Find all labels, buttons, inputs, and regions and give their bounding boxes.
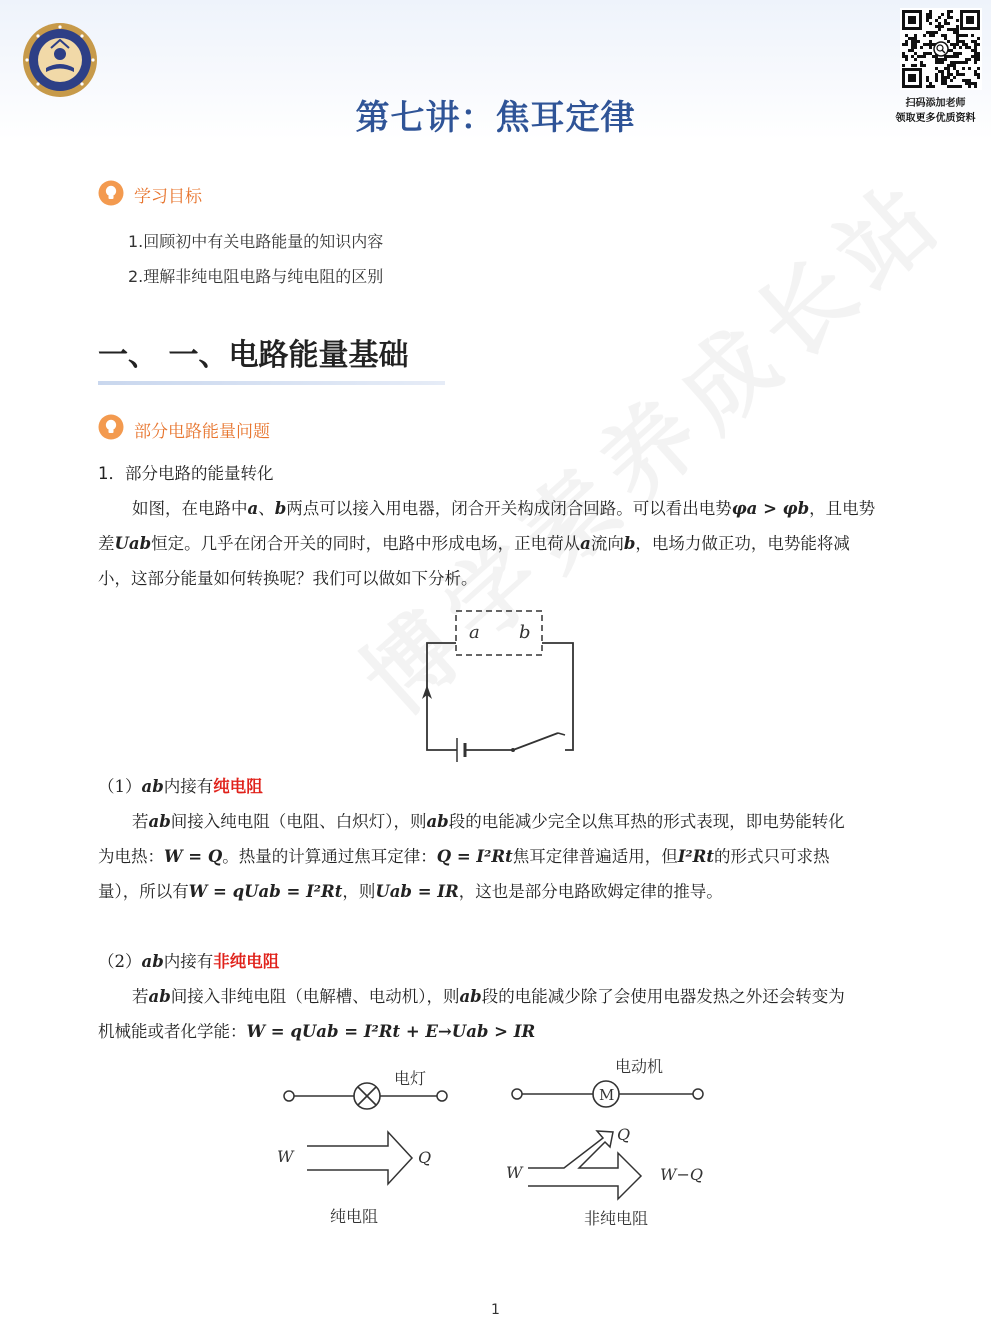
qr-module — [938, 16, 941, 19]
qr-module — [947, 85, 950, 88]
qr-module — [962, 67, 965, 70]
nonpure-WQ-label: W−Q — [660, 1165, 703, 1184]
qr-module — [932, 34, 935, 37]
text: ，且电势 — [809, 499, 876, 518]
qr-module — [929, 10, 932, 13]
qr-module — [950, 64, 953, 67]
qr-module — [929, 16, 932, 19]
qr-module — [902, 43, 905, 46]
text: 如图，在电路中 — [132, 499, 248, 518]
nonpure-line1 — [132, 979, 845, 1014]
qr-module — [971, 82, 974, 85]
qr-module — [953, 85, 956, 88]
qr-module — [968, 46, 971, 49]
qr-module — [959, 85, 962, 88]
math-ab: ab — [459, 987, 482, 1006]
qr-module — [953, 55, 956, 58]
qr-module — [971, 49, 974, 52]
qr-module — [941, 73, 944, 76]
qr-module — [947, 40, 950, 43]
qr-module — [947, 28, 950, 31]
nonpure-heading — [98, 944, 279, 979]
qr-caption-line1: 扫码添加老师 — [905, 98, 966, 109]
qr-module — [956, 19, 959, 22]
qr-module — [932, 55, 935, 58]
qr-module — [950, 73, 953, 76]
pure-num: （1） — [98, 777, 142, 796]
goals-label: 学习目标 — [134, 187, 202, 207]
qr-module — [959, 46, 962, 49]
qr-module — [926, 13, 929, 16]
qr-module — [929, 85, 932, 88]
goal-item-1: 1.回顾初中有关电路能量的知识内容 — [128, 232, 384, 251]
qr-module — [938, 58, 941, 61]
qr-module — [944, 79, 947, 82]
qr-module — [977, 43, 980, 46]
qr-module — [953, 64, 956, 67]
qr-module — [956, 52, 959, 55]
qr-module — [953, 67, 956, 70]
qr-module — [914, 52, 917, 55]
qr-module — [968, 67, 971, 70]
terminal — [693, 1089, 703, 1099]
qr-module — [974, 61, 977, 64]
qr-module — [908, 49, 911, 52]
qr-module — [935, 25, 938, 28]
qr-module — [965, 43, 968, 46]
qr-module — [911, 43, 914, 46]
terminal — [284, 1091, 294, 1101]
qr-module — [953, 61, 956, 64]
nonpure-num: （2） — [98, 952, 142, 971]
page-number: 1 — [491, 1302, 500, 1318]
terminal — [437, 1091, 447, 1101]
qr-module — [911, 46, 914, 49]
qr-module — [944, 58, 947, 61]
qr-module — [944, 37, 947, 40]
qr-module — [974, 46, 977, 49]
qr-module — [929, 52, 932, 55]
text: 为电热： — [98, 847, 164, 866]
qr-module — [902, 52, 905, 55]
qr-module — [956, 55, 959, 58]
qr-module — [968, 85, 971, 88]
qr-module — [902, 55, 905, 58]
page-title: 第七讲：焦耳定律 — [355, 98, 636, 138]
math-ab: ab — [148, 812, 171, 831]
qr-caption-line2: 领取更多优质资料 — [895, 113, 976, 124]
text: 机械能或者化学能： — [98, 1022, 247, 1041]
qr-module — [956, 28, 959, 31]
pure-highlight: 纯电阻 — [213, 777, 263, 796]
qr-module — [932, 85, 935, 88]
qr-module — [956, 70, 959, 73]
qr-module — [950, 49, 953, 52]
math-arrow-ineq: →Uab > IR — [437, 1022, 536, 1041]
qr-module — [956, 37, 959, 40]
qr-module — [944, 19, 947, 22]
math-W-eq-full: W = qUab = I²Rt — [188, 882, 343, 901]
qr-module — [950, 85, 953, 88]
qr-module — [911, 37, 914, 40]
qr-module — [977, 76, 980, 79]
text: 差 — [98, 534, 115, 553]
pure-line3 — [98, 874, 723, 909]
qr-module — [950, 43, 953, 46]
qr-module — [950, 55, 953, 58]
pure-W-label: W — [277, 1147, 294, 1166]
qr-module — [926, 79, 929, 82]
qr-module — [947, 10, 950, 13]
section-heading-underline — [98, 381, 445, 385]
qr-module — [944, 76, 947, 79]
qr-module — [908, 37, 911, 40]
pure-caption: 纯电阻 — [330, 1207, 379, 1226]
text: ，则 — [342, 882, 376, 901]
pure-heading — [98, 769, 263, 804]
pure-line2 — [98, 839, 829, 874]
qr-module — [923, 52, 926, 55]
qr-module — [914, 37, 917, 40]
math-ab: ab — [426, 812, 449, 831]
qr-module — [965, 79, 968, 82]
qr-module — [944, 34, 947, 37]
math-ab: ab — [141, 952, 164, 971]
qr-module — [926, 85, 929, 88]
nonpure-line2 — [98, 1014, 535, 1049]
qr-module — [914, 43, 917, 46]
qr-module — [962, 61, 965, 64]
qr-module — [947, 64, 950, 67]
qr-module — [950, 28, 953, 31]
pure-Q-label: Q — [418, 1148, 432, 1167]
qr-module — [911, 40, 914, 43]
qr-module — [920, 55, 923, 58]
qr-module — [974, 52, 977, 55]
qr-module — [929, 46, 932, 49]
qr-module — [923, 43, 926, 46]
qr-module — [974, 73, 977, 76]
qr-module — [911, 64, 914, 67]
qr-module — [974, 70, 977, 73]
qr-module — [947, 16, 950, 19]
qr-module — [938, 61, 941, 64]
qr-module — [938, 22, 941, 25]
lightbulb-icon — [98, 414, 124, 440]
para1-line1 — [132, 491, 875, 526]
school-logo — [22, 22, 98, 98]
qr-module — [923, 55, 926, 58]
qr-module — [956, 40, 959, 43]
qr-module — [941, 70, 944, 73]
qr-module — [905, 58, 908, 61]
label-b: b — [519, 622, 531, 643]
math-W-eq-nonpure: W = qUab = I²Rt + E — [246, 1022, 438, 1041]
qr-module — [971, 55, 974, 58]
qr-module — [917, 40, 920, 43]
text: 两点可以接入用电器，闭合开关构成闭合回路。可以看出电势 — [286, 499, 732, 518]
qr-module — [935, 67, 938, 70]
pure-energy-arrow — [307, 1132, 412, 1184]
text: 内接有 — [163, 952, 214, 971]
text: 段的电能减少除了会使用电器发热之外还会转变为 — [481, 987, 845, 1006]
math-ab: ab — [141, 777, 164, 796]
energy-diagram — [260, 1050, 730, 1240]
item1-title: 1．部分电路的能量转化 — [98, 464, 274, 483]
terminal — [512, 1089, 522, 1099]
qr-module — [950, 79, 953, 82]
qr-module — [968, 82, 971, 85]
qr-module — [947, 55, 950, 58]
qr-module — [905, 40, 908, 43]
circuit-diagram — [415, 605, 585, 765]
qr-module — [959, 73, 962, 76]
qr-module — [935, 61, 938, 64]
qr-module — [905, 43, 908, 46]
switch-contact — [558, 733, 565, 735]
qr-module — [935, 58, 938, 61]
qr-module — [968, 58, 971, 61]
lightbulb-icon — [98, 180, 124, 206]
motor-label: 电动机 — [615, 1057, 664, 1076]
text: 间接入纯电阻（电阻、白炽灯），则 — [170, 812, 427, 831]
qr-module — [953, 28, 956, 31]
math-a: a — [580, 534, 591, 553]
qr-module — [956, 61, 959, 64]
qr-module — [953, 31, 956, 34]
qr-module — [929, 31, 932, 34]
qr-module — [923, 34, 926, 37]
qr-module — [965, 34, 968, 37]
qr-module — [974, 85, 977, 88]
text: ，这也是部分电路欧姆定律的推导。 — [458, 882, 723, 901]
qr-module — [956, 85, 959, 88]
text: 恒定。几乎在闭合开关的同时，电路中形成电场，正电荷从 — [151, 534, 581, 553]
qr-module — [971, 34, 974, 37]
qr-module — [947, 67, 950, 70]
qr-module — [965, 61, 968, 64]
qr-module — [914, 34, 917, 37]
section-heading: 一、 一、电路能量基础 — [98, 338, 409, 373]
text: 若 — [132, 812, 149, 831]
qr-module — [941, 79, 944, 82]
qr-module — [914, 46, 917, 49]
qr-module — [956, 25, 959, 28]
text: 的形式只可求热 — [713, 847, 830, 866]
nonpure-highlight: 非纯电阻 — [213, 952, 280, 971]
qr-module — [947, 13, 950, 16]
qr-module — [926, 76, 929, 79]
qr-module — [974, 58, 977, 61]
qr-module — [965, 58, 968, 61]
math-I2Rt: I²Rt — [677, 847, 714, 866]
qr-module — [959, 34, 962, 37]
qr-module — [962, 43, 965, 46]
qr-module — [911, 55, 914, 58]
para1-line2 — [98, 526, 850, 561]
qr-module — [935, 76, 938, 79]
qr-module — [941, 82, 944, 85]
math-Uab-eq-IR: Uab = IR — [375, 882, 459, 901]
qr-module — [953, 52, 956, 55]
qr-module — [956, 43, 959, 46]
lamp-label: 电灯 — [394, 1069, 427, 1088]
nonpure-W-label: W — [506, 1163, 523, 1182]
qr-module — [962, 40, 965, 43]
label-a: a — [469, 622, 480, 643]
nonpure-Q-label: Q — [617, 1125, 631, 1144]
qr-module — [938, 28, 941, 31]
qr-module — [974, 82, 977, 85]
math-ab: ab — [148, 987, 171, 1006]
qr-module — [929, 82, 932, 85]
qr-module — [947, 73, 950, 76]
qr-module — [911, 49, 914, 52]
math-b: b — [623, 534, 636, 553]
qr-module — [959, 52, 962, 55]
qr-module — [905, 55, 908, 58]
qr-module — [947, 70, 950, 73]
qr-module — [965, 46, 968, 49]
qr-module — [941, 34, 944, 37]
qr-module — [929, 34, 932, 37]
text: 内接有 — [163, 777, 214, 796]
qr-module — [920, 46, 923, 49]
qr-module — [950, 61, 953, 64]
qr-module — [962, 34, 965, 37]
qr-module — [962, 79, 965, 82]
qr-module — [929, 40, 932, 43]
qr-module — [953, 76, 956, 79]
qr-module — [974, 40, 977, 43]
qr-module — [944, 22, 947, 25]
qr-code[interactable] — [900, 8, 982, 90]
pure-line1 — [132, 804, 845, 839]
qr-module — [959, 40, 962, 43]
qr-module — [977, 55, 980, 58]
para1-line3: 小，这部分能量如何转换呢？我们可以做如下分析。 — [98, 569, 478, 588]
nonpure-caption: 非纯电阻 — [584, 1209, 649, 1228]
qr-module — [935, 79, 938, 82]
text: 。热量的计算通过焦耳定律： — [222, 847, 437, 866]
qr-module — [926, 52, 929, 55]
qr-module — [971, 40, 974, 43]
text: 量），所以有 — [98, 882, 189, 901]
qr-module — [914, 58, 917, 61]
qr-module — [962, 73, 965, 76]
qr-module — [944, 82, 947, 85]
qr-module — [956, 73, 959, 76]
qr-module — [941, 25, 944, 28]
qr-module — [935, 73, 938, 76]
qr-module — [902, 64, 905, 67]
qr-module — [917, 55, 920, 58]
switch-lever — [513, 733, 558, 750]
qr-module — [938, 70, 941, 73]
qr-module — [977, 58, 980, 61]
qr-module — [941, 58, 944, 61]
math-W-eq-Q: W = Q — [164, 847, 223, 866]
qr-module — [935, 31, 938, 34]
math-Q-eq: Q = I²Rt — [436, 847, 513, 866]
text: 、 — [258, 499, 275, 518]
text: 段的电能减少完全以焦耳热的形式表现，即电势能转化 — [448, 812, 845, 831]
qr-module — [941, 13, 944, 16]
qr-module — [926, 31, 929, 34]
math-a: a — [247, 499, 259, 518]
qr-module — [953, 46, 956, 49]
math-phi-ineq: φa > φb — [731, 499, 810, 518]
math-b: b — [274, 499, 287, 518]
subsection-label: 部分电路能量问题 — [134, 422, 270, 442]
qr-module — [974, 55, 977, 58]
qr-module — [968, 79, 971, 82]
qr-module — [950, 10, 953, 13]
text: 若 — [132, 987, 149, 1006]
qr-module — [920, 61, 923, 64]
qr-module — [977, 73, 980, 76]
motor-symbol: M — [599, 1086, 615, 1104]
text: ，电场力做正功，电势能将减 — [635, 534, 850, 553]
qr-module — [947, 22, 950, 25]
qr-module — [914, 64, 917, 67]
text: 间接入非纯电阻（电解槽、电动机），则 — [170, 987, 460, 1006]
qr-module — [926, 16, 929, 19]
qr-module — [929, 22, 932, 25]
text: 焦耳定律普遍适用，但 — [512, 847, 678, 866]
qr-module — [947, 76, 950, 79]
math-Uab: Uab — [114, 534, 152, 553]
switch-pivot — [511, 748, 515, 752]
qr-module — [929, 13, 932, 16]
qr-module — [914, 40, 917, 43]
qr-module — [923, 64, 926, 67]
qr-module — [920, 64, 923, 67]
qr-module — [956, 34, 959, 37]
goal-item-2: 2.理解非纯电阻电路与纯电阻的区别 — [128, 267, 384, 286]
text: 流向 — [590, 534, 624, 553]
qr-module — [929, 43, 932, 46]
qr-module — [953, 43, 956, 46]
qr-module — [941, 76, 944, 79]
qr-module — [905, 34, 908, 37]
qr-module — [944, 67, 947, 70]
qr-module — [977, 67, 980, 70]
wire-left — [427, 643, 457, 750]
qr-module — [956, 31, 959, 34]
qr-module — [959, 61, 962, 64]
qr-module — [926, 19, 929, 22]
qr-module — [965, 82, 968, 85]
qr-module — [932, 31, 935, 34]
qr-module — [950, 16, 953, 19]
qr-module — [938, 25, 941, 28]
qr-module — [977, 52, 980, 55]
qr-module — [935, 19, 938, 22]
qr-module — [941, 61, 944, 64]
qr-module — [974, 49, 977, 52]
qr-module — [977, 37, 980, 40]
qr-module — [974, 43, 977, 46]
qr-module — [926, 43, 929, 46]
